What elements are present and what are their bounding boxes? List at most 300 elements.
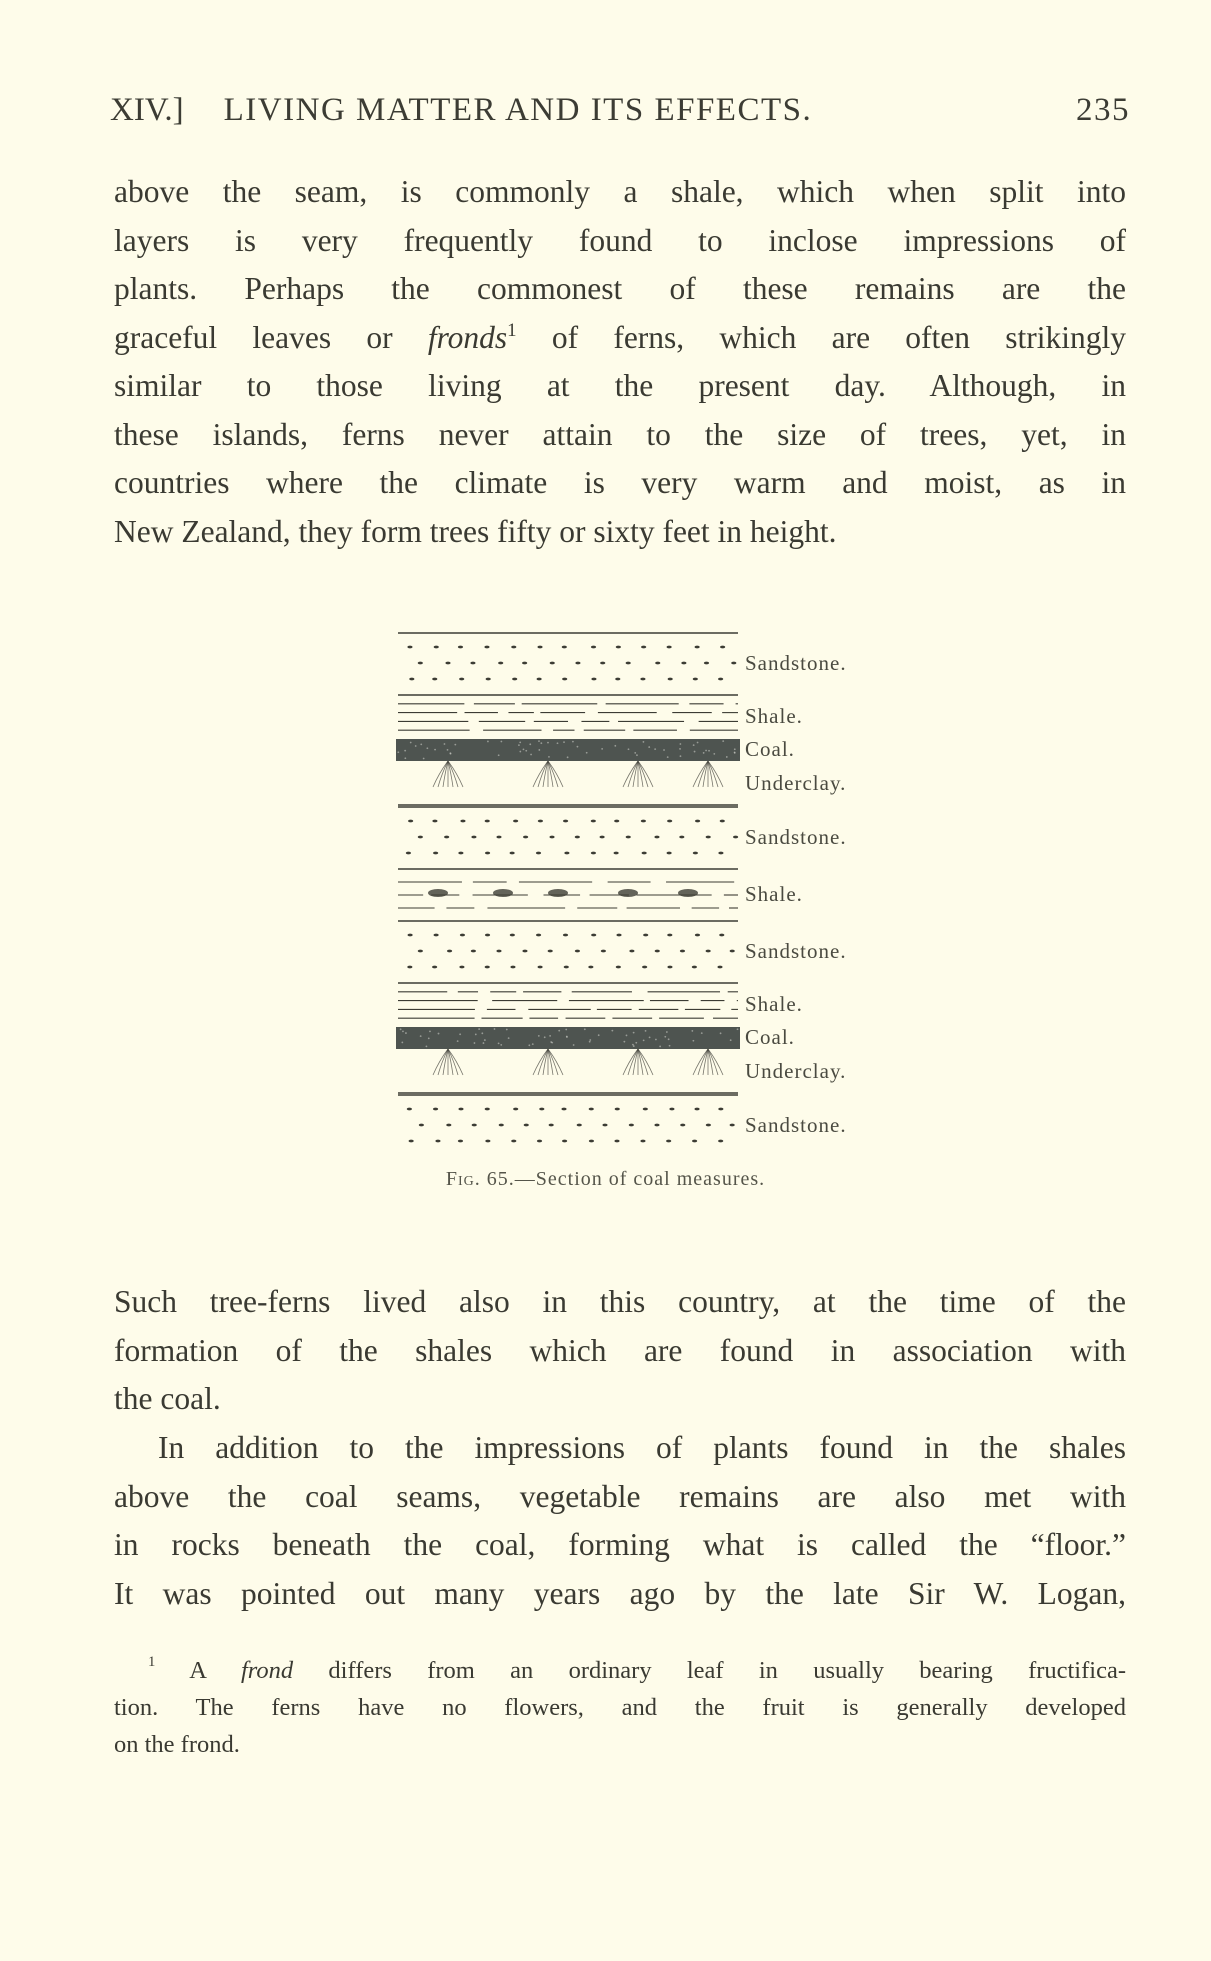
sand-grain bbox=[459, 966, 464, 969]
sand-grain bbox=[704, 662, 709, 665]
sand-grain bbox=[718, 678, 723, 681]
strata-diagram bbox=[390, 625, 750, 1145]
sand-grain bbox=[667, 820, 672, 823]
sand-grain bbox=[510, 852, 515, 855]
ironstone-nodule bbox=[618, 889, 638, 897]
text-line: these islands, ferns never attain to the size of trees, yet, in bbox=[114, 416, 1126, 452]
coal-speck bbox=[563, 741, 565, 743]
sand-grain bbox=[667, 966, 672, 969]
sand-grain bbox=[470, 662, 475, 665]
coal-speck bbox=[636, 754, 638, 756]
coal-speck bbox=[400, 1028, 402, 1030]
coal-speck bbox=[498, 754, 500, 756]
stratum-label: Shale. bbox=[745, 992, 803, 1016]
coal-seam bbox=[396, 1027, 740, 1049]
text-line: the coal. bbox=[114, 1381, 221, 1416]
sand-grain bbox=[706, 1124, 711, 1127]
coal-speck bbox=[697, 742, 699, 744]
sand-grain bbox=[680, 1124, 685, 1127]
sand-grain bbox=[485, 852, 490, 855]
sand-grain bbox=[418, 662, 423, 665]
sand-grain bbox=[614, 1140, 619, 1143]
sand-grain bbox=[591, 934, 596, 937]
coal-speck bbox=[523, 749, 525, 751]
sand-grain bbox=[433, 852, 438, 855]
sand-grain bbox=[496, 836, 501, 839]
text-line: Such tree-ferns lived also in this country, at the time of the bbox=[114, 1284, 1126, 1319]
coal-speck bbox=[666, 1031, 668, 1033]
sand-grain bbox=[681, 662, 686, 665]
coal-speck bbox=[611, 1030, 613, 1032]
coal-speck bbox=[405, 1032, 407, 1034]
chapter-number: XIV.] bbox=[110, 92, 184, 128]
sand-grain bbox=[718, 1108, 723, 1111]
coal-speck bbox=[434, 749, 436, 751]
coal-speck bbox=[538, 749, 540, 751]
sand-grain bbox=[629, 950, 634, 953]
coal-speck bbox=[508, 1037, 510, 1039]
figure-prefix: Fig. bbox=[445, 1168, 481, 1190]
coal-speck bbox=[532, 1043, 534, 1045]
coal-speck bbox=[648, 746, 650, 748]
sand-grain bbox=[614, 820, 619, 823]
coal-speck bbox=[518, 744, 520, 746]
coal-speck bbox=[444, 743, 446, 745]
sand-grain bbox=[444, 836, 449, 839]
sand-grain bbox=[447, 950, 452, 953]
coal-speck bbox=[428, 1037, 430, 1039]
text-line: In addition to the impressions of plants found in the shales bbox=[158, 1430, 1126, 1465]
coal-speck bbox=[494, 1028, 496, 1030]
coal-speck bbox=[655, 1039, 657, 1041]
sand-grain bbox=[486, 678, 491, 681]
coal-speck bbox=[525, 750, 527, 752]
sand-grain bbox=[562, 678, 567, 681]
sand-grain bbox=[641, 646, 646, 649]
coal-speck bbox=[529, 743, 531, 745]
sand-grain bbox=[601, 950, 606, 953]
coal-speck bbox=[705, 750, 707, 752]
sand-grain bbox=[537, 678, 542, 681]
running-title: LIVING MATTER AND ITS EFFECTS. bbox=[223, 92, 813, 128]
sand-grain bbox=[435, 1140, 440, 1143]
sand-grain bbox=[733, 836, 738, 839]
coal-speck bbox=[730, 1039, 732, 1041]
sand-grain bbox=[538, 820, 543, 823]
coal-speck bbox=[586, 752, 588, 754]
stratum-label: Sandstone. bbox=[745, 651, 847, 675]
sand-grain bbox=[409, 1140, 414, 1143]
sand-grain bbox=[575, 836, 580, 839]
sand-grain bbox=[564, 852, 569, 855]
coal-speck bbox=[713, 753, 715, 755]
text-fragment: A bbox=[155, 1657, 241, 1684]
coal-speck bbox=[668, 1038, 670, 1040]
sand-grain bbox=[692, 1140, 697, 1143]
coal-speck bbox=[566, 1036, 568, 1038]
sand-grain bbox=[718, 1140, 723, 1143]
sand-grain bbox=[522, 950, 527, 953]
sand-grain bbox=[695, 820, 700, 823]
coal-speck bbox=[734, 748, 736, 750]
coal-speck bbox=[691, 1030, 693, 1032]
sand-grain bbox=[433, 1108, 438, 1111]
coal-speck bbox=[692, 1040, 694, 1042]
sand-grain bbox=[484, 646, 489, 649]
sand-grain bbox=[591, 852, 596, 855]
sand-grain bbox=[434, 646, 439, 649]
sand-grain bbox=[591, 820, 596, 823]
sand-grain bbox=[640, 678, 645, 681]
sand-grain bbox=[692, 966, 697, 969]
sand-grain bbox=[485, 1140, 490, 1143]
stratum-label: Sandstone. bbox=[745, 1113, 847, 1137]
coal-speck bbox=[722, 740, 724, 742]
coal-speck bbox=[584, 1028, 586, 1030]
sand-grain bbox=[643, 934, 648, 937]
coal-speck bbox=[720, 1032, 722, 1034]
sand-grain bbox=[626, 662, 631, 665]
sand-grain bbox=[730, 950, 735, 953]
coal-speck bbox=[558, 1030, 560, 1032]
sand-grain bbox=[512, 678, 517, 681]
text-line: above the seam, is commonly a shale, which when split into bbox=[114, 174, 1126, 209]
coal-speck bbox=[429, 1031, 431, 1033]
coal-speck bbox=[680, 755, 682, 757]
sand-grain bbox=[485, 934, 490, 937]
text-fragment: differs from an ordinary leaf in usually bearing fructifica- bbox=[293, 1657, 1126, 1684]
sand-grain bbox=[511, 1140, 516, 1143]
coal-speck bbox=[457, 1040, 459, 1042]
sand-grain bbox=[537, 966, 542, 969]
sand-grain bbox=[563, 934, 568, 937]
sand-grain bbox=[695, 646, 700, 649]
coal-speck bbox=[438, 1033, 440, 1035]
sand-grain bbox=[616, 966, 621, 969]
coal-speck bbox=[567, 756, 569, 758]
stratum-label: Sandstone. bbox=[745, 939, 847, 963]
coal-speck bbox=[669, 1045, 671, 1047]
coal-speck bbox=[645, 1030, 647, 1032]
sand-grain bbox=[626, 836, 631, 839]
sand-grain bbox=[498, 662, 503, 665]
coal-speck bbox=[633, 1045, 635, 1047]
paragraph-2 bbox=[114, 1278, 1126, 1424]
sand-grain bbox=[614, 852, 619, 855]
coal-speck bbox=[635, 1042, 637, 1044]
sand-grain bbox=[561, 1108, 566, 1111]
sand-grain bbox=[679, 836, 684, 839]
sand-grain bbox=[550, 662, 555, 665]
coal-speck bbox=[401, 1042, 403, 1044]
sand-grain bbox=[537, 1140, 542, 1143]
coal-speck bbox=[679, 743, 681, 745]
paragraph-3 bbox=[114, 1424, 1126, 1618]
sand-grain bbox=[513, 1108, 518, 1111]
coal-speck bbox=[643, 741, 645, 743]
sand-grain bbox=[655, 950, 660, 953]
sand-grain bbox=[548, 950, 553, 953]
stratum-label: Underclay. bbox=[745, 771, 847, 795]
sand-grain bbox=[539, 1108, 544, 1111]
coal-speck bbox=[540, 742, 542, 744]
sand-grain bbox=[591, 678, 596, 681]
footnote-line: on the frond. bbox=[114, 1731, 240, 1758]
sand-grain bbox=[575, 950, 580, 953]
sand-grain bbox=[693, 852, 698, 855]
sand-grain bbox=[510, 966, 515, 969]
sand-grain bbox=[654, 1124, 659, 1127]
coal-speck bbox=[415, 745, 417, 747]
coal-speck bbox=[547, 742, 549, 744]
sand-grain bbox=[445, 662, 450, 665]
sand-grain bbox=[615, 1108, 620, 1111]
sand-grain bbox=[419, 1124, 424, 1127]
caption-text: 65.—Section of coal measures. bbox=[480, 1168, 766, 1190]
stratum-label: Sandstone. bbox=[745, 825, 847, 849]
sand-grain bbox=[523, 836, 528, 839]
coal-speck bbox=[519, 741, 521, 743]
paragraph-1 bbox=[114, 168, 1126, 556]
stratum-label: Underclay. bbox=[745, 1059, 847, 1083]
sand-grain bbox=[549, 1124, 554, 1127]
sand-grain bbox=[513, 820, 518, 823]
sand-grain bbox=[536, 852, 541, 855]
text-line bbox=[114, 314, 1126, 363]
sand-grain bbox=[669, 1108, 674, 1111]
sand-grain bbox=[655, 662, 660, 665]
coal-speck bbox=[484, 1039, 486, 1041]
sand-grain bbox=[694, 1108, 699, 1111]
coal-speck bbox=[506, 1029, 508, 1031]
ironstone-nodule bbox=[493, 889, 513, 897]
coal-speck bbox=[659, 1046, 661, 1048]
coal-speck bbox=[402, 1030, 404, 1032]
ironstone-nodule bbox=[678, 889, 698, 897]
sand-grain bbox=[472, 1124, 477, 1127]
sand-grain bbox=[510, 934, 515, 937]
stratum-label: Shale. bbox=[745, 704, 803, 728]
sand-grain bbox=[511, 646, 516, 649]
sand-grain bbox=[695, 934, 700, 937]
coal-speck bbox=[423, 758, 425, 760]
sand-grain bbox=[616, 934, 621, 937]
coal-speck bbox=[601, 748, 603, 750]
coal-speck bbox=[663, 749, 665, 751]
coal-speck bbox=[426, 1045, 428, 1047]
coal-speck bbox=[454, 744, 456, 746]
sand-grain bbox=[641, 820, 646, 823]
sand-grain bbox=[667, 646, 672, 649]
coal-speck bbox=[565, 1029, 567, 1031]
coal-speck bbox=[420, 1035, 422, 1037]
sand-grain bbox=[667, 852, 672, 855]
sand-grain bbox=[693, 678, 698, 681]
sand-grain bbox=[536, 934, 541, 937]
text-line: New Zealand, they form trees fifty or sixty feet in height. bbox=[114, 513, 837, 549]
coal-speck bbox=[679, 748, 681, 750]
sand-grain bbox=[718, 852, 723, 855]
sand-grain bbox=[731, 662, 736, 665]
sand-grain bbox=[446, 1124, 451, 1127]
sand-grain bbox=[485, 1108, 490, 1111]
sand-grain bbox=[588, 966, 593, 969]
coal-speck bbox=[649, 1036, 651, 1038]
coal-speck bbox=[397, 751, 399, 753]
coal-speck bbox=[701, 1032, 703, 1034]
sand-grain bbox=[471, 836, 476, 839]
stratum-label: Coal. bbox=[745, 1025, 795, 1049]
coal-speck bbox=[573, 1044, 575, 1046]
coal-speck bbox=[589, 1041, 591, 1043]
sand-grain bbox=[720, 646, 725, 649]
sand-grain bbox=[589, 1108, 594, 1111]
sand-grain bbox=[434, 934, 439, 937]
coal-speck bbox=[548, 756, 550, 758]
sand-grain bbox=[564, 966, 569, 969]
coal-speck bbox=[538, 1035, 540, 1037]
text-line: similar to those living at the present day. Although, in bbox=[114, 368, 1126, 403]
sand-grain bbox=[458, 1140, 463, 1143]
coal-speck bbox=[654, 748, 656, 750]
sand-grain bbox=[680, 950, 685, 953]
coal-speck bbox=[538, 740, 540, 742]
coal-speck bbox=[643, 1040, 645, 1042]
sand-grain bbox=[717, 966, 722, 969]
sand-grain bbox=[654, 836, 659, 839]
sand-grain bbox=[600, 836, 605, 839]
coal-speck bbox=[634, 752, 636, 754]
footnote-marker: 1 bbox=[148, 1654, 156, 1670]
coal-speck bbox=[498, 1042, 500, 1044]
sand-grain bbox=[522, 662, 527, 665]
ironstone-nodule bbox=[428, 889, 448, 897]
running-head bbox=[110, 92, 1130, 129]
sand-grain bbox=[432, 966, 437, 969]
coal-speck bbox=[549, 1035, 551, 1037]
sand-grain bbox=[458, 852, 463, 855]
coal-speck bbox=[404, 750, 406, 752]
coal-speck bbox=[550, 1041, 552, 1043]
sand-grain bbox=[485, 820, 490, 823]
footnote-line bbox=[114, 1652, 1126, 1689]
sand-grain bbox=[524, 1124, 529, 1127]
sand-grain bbox=[485, 966, 490, 969]
coal-speck bbox=[693, 744, 695, 746]
coal-speck bbox=[628, 748, 630, 750]
coal-speck bbox=[572, 741, 574, 743]
coal-speck bbox=[519, 751, 521, 753]
italic-term-fronds: fronds bbox=[427, 319, 508, 355]
sand-grain bbox=[706, 836, 711, 839]
figure-coal-measures-section bbox=[390, 625, 900, 1145]
coal-speck bbox=[589, 1039, 591, 1041]
coal-speck bbox=[664, 1036, 666, 1038]
coal-speck bbox=[487, 741, 489, 743]
sand-grain bbox=[629, 1124, 634, 1127]
sand-grain bbox=[418, 836, 423, 839]
page-number: 235 bbox=[1076, 92, 1130, 128]
text-line: in rocks beneath the coal, forming what is called the “floor.” bbox=[114, 1527, 1126, 1562]
coal-speck bbox=[410, 742, 412, 744]
coal-speck bbox=[734, 752, 736, 754]
italic-term-frond: frond bbox=[240, 1657, 294, 1684]
sand-grain bbox=[577, 1124, 582, 1127]
coal-speck bbox=[474, 1042, 476, 1044]
coal-speck bbox=[633, 1032, 635, 1034]
sand-grain bbox=[432, 820, 437, 823]
coal-speck bbox=[500, 741, 502, 743]
text-fragment: of ferns, which are often strikingly bbox=[516, 319, 1126, 355]
sand-grain bbox=[668, 678, 673, 681]
coal-speck bbox=[500, 1044, 502, 1046]
coal-speck bbox=[703, 752, 705, 754]
text-line: countries where the climate is very warm and moist, as in bbox=[114, 465, 1126, 500]
stratum-label: Shale. bbox=[745, 882, 803, 906]
sand-grain bbox=[591, 646, 596, 649]
coal-speck bbox=[667, 756, 669, 758]
footnote-reference[interactable]: 1 bbox=[507, 319, 517, 341]
sand-grain bbox=[471, 950, 476, 953]
sand-grain bbox=[408, 934, 413, 937]
sand-grain bbox=[719, 934, 724, 937]
coal-speck bbox=[404, 757, 406, 759]
sand-grain bbox=[730, 1124, 735, 1127]
coal-speck bbox=[557, 742, 559, 744]
sand-grain bbox=[643, 1108, 648, 1111]
sand-grain bbox=[562, 1140, 567, 1143]
coal-speck bbox=[475, 1034, 477, 1036]
coal-speck bbox=[708, 750, 710, 752]
coal-speck bbox=[726, 756, 728, 758]
footnote-line: tion. The ferns have no flowers, and the fruit is generally developed bbox=[114, 1694, 1126, 1721]
sand-grain bbox=[642, 852, 647, 855]
coal-speck bbox=[483, 1042, 485, 1044]
sand-grain bbox=[406, 852, 411, 855]
coal-speck bbox=[626, 1035, 628, 1037]
footnote bbox=[114, 1652, 1126, 1763]
coal-speck bbox=[623, 1041, 625, 1043]
sand-grain bbox=[616, 646, 621, 649]
figure-caption bbox=[0, 1168, 1211, 1191]
text-line: plants. Perhaps the commonest of these remains are the bbox=[114, 271, 1126, 306]
text-line: above the coal seams, vegetable remains are also met with bbox=[114, 1478, 1126, 1514]
sand-grain bbox=[575, 662, 580, 665]
sand-grain bbox=[432, 678, 437, 681]
coal-speck bbox=[737, 1028, 739, 1030]
sand-grain bbox=[408, 820, 413, 823]
sand-grain bbox=[459, 678, 464, 681]
sand-grain bbox=[667, 934, 672, 937]
coal-speck bbox=[478, 1028, 480, 1030]
stratum-label: Coal. bbox=[745, 737, 795, 761]
text-line: It was pointed out many years ago by the late Sir W. Logan, bbox=[114, 1575, 1126, 1611]
ironstone-nodule bbox=[548, 889, 568, 897]
sand-grain bbox=[496, 950, 501, 953]
coal-speck bbox=[528, 1044, 530, 1046]
sand-grain bbox=[418, 950, 423, 953]
sand-grain bbox=[666, 1140, 671, 1143]
coal-speck bbox=[694, 751, 696, 753]
sand-grain bbox=[460, 934, 465, 937]
sand-grain bbox=[589, 1140, 594, 1143]
sand-grain bbox=[640, 1140, 645, 1143]
sand-grain bbox=[537, 646, 542, 649]
sand-grain bbox=[615, 678, 620, 681]
sand-grain bbox=[642, 966, 647, 969]
sand-grain bbox=[407, 966, 412, 969]
sand-grain bbox=[602, 1124, 607, 1127]
